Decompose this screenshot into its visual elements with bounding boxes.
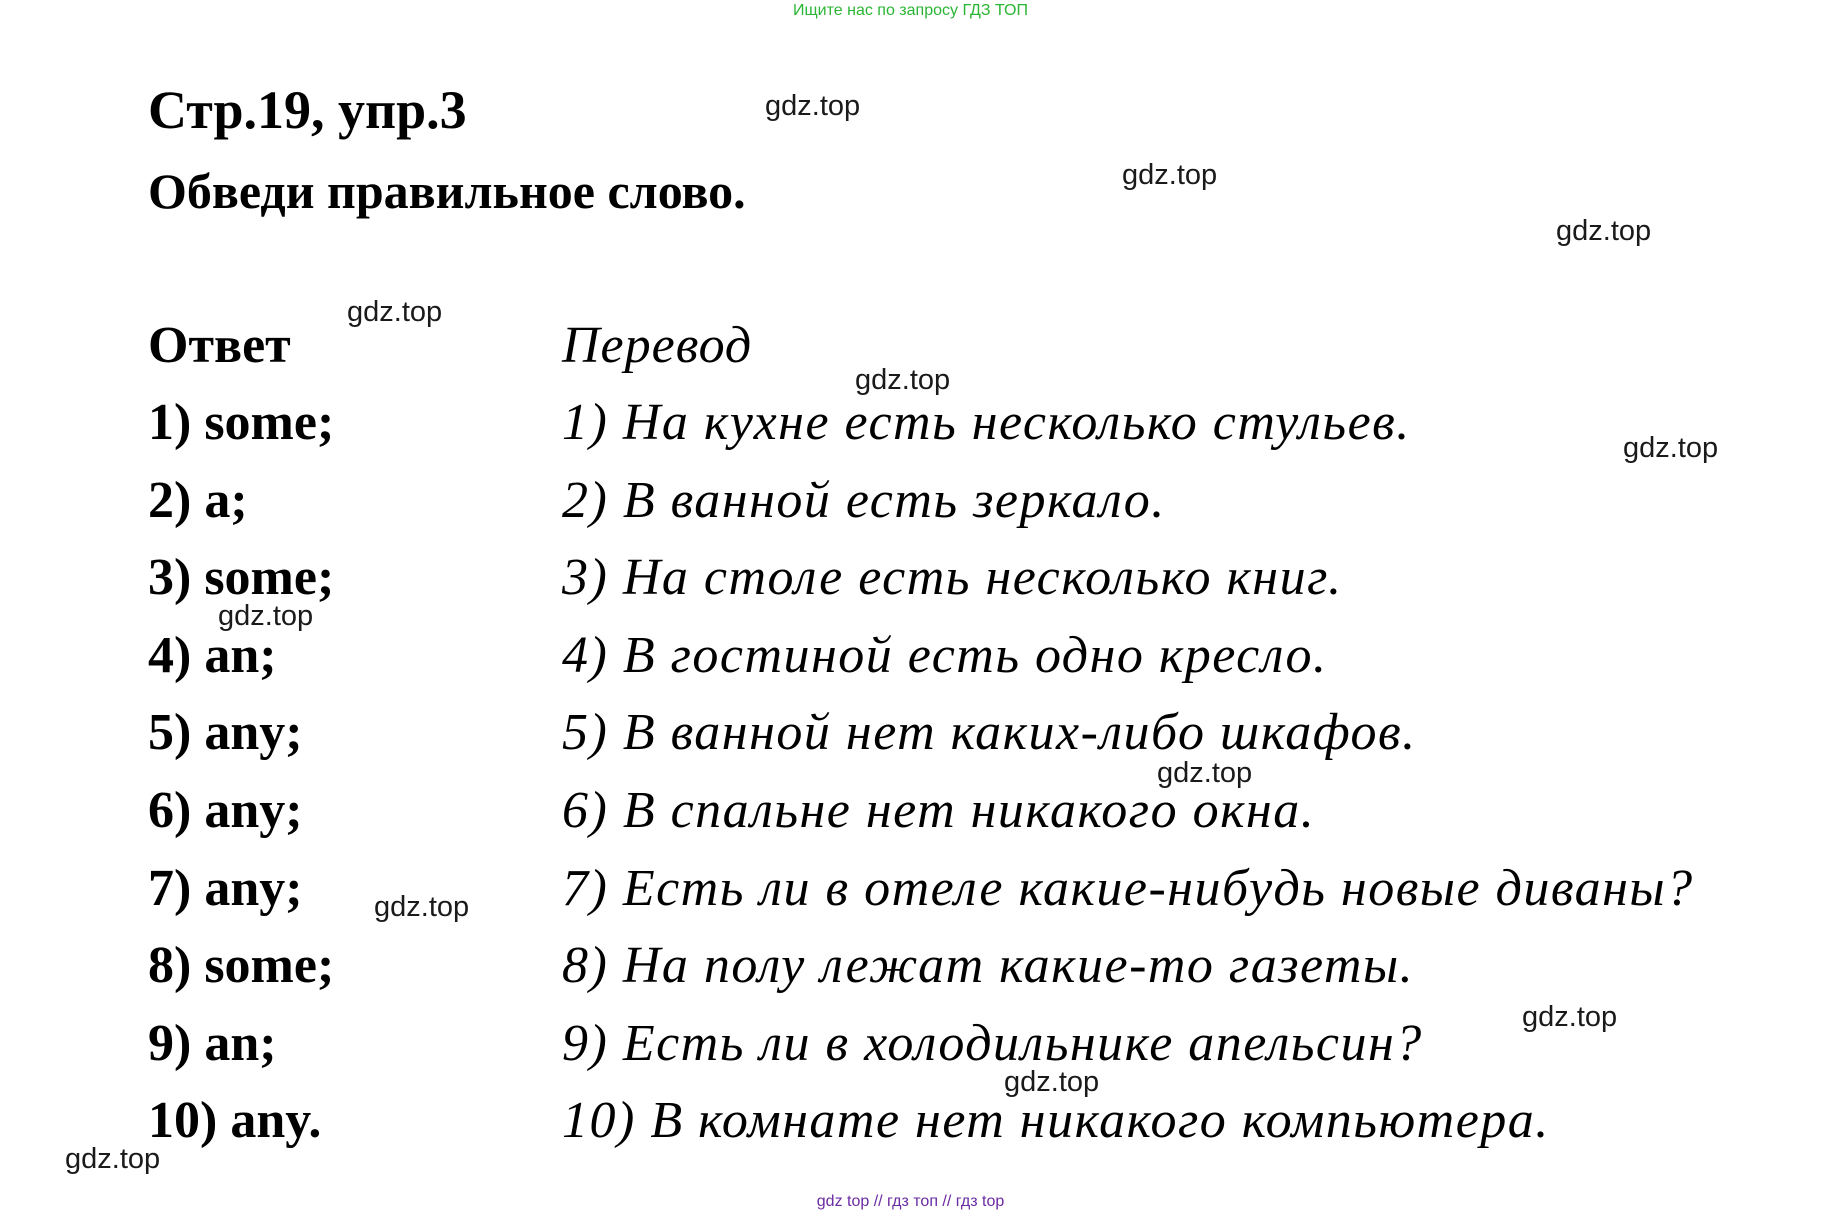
answer-item: 8) some; — [148, 937, 335, 995]
answer-item: 10) any. — [148, 1092, 322, 1150]
answer-item: 5) any; — [148, 704, 303, 762]
top-banner: Ищите нас по запросу ГДЗ ТОП — [793, 2, 1028, 19]
page-title: Стр.19, упр.3 — [148, 80, 467, 140]
translations-list — [562, 392, 1694, 1168]
answer-item: 3) some; — [148, 549, 335, 607]
translation-item: 3) На столе есть несколько книг. — [562, 549, 1343, 607]
translation-item: 6) В спальне нет никакого окна. — [562, 781, 1316, 839]
translation-item: 8) На полу лежат какие-то газеты. — [562, 937, 1415, 995]
watermark: gdz.top — [1556, 215, 1652, 247]
watermark: gdz.top — [1157, 757, 1253, 789]
translation-column-header: Перевод — [562, 317, 753, 374]
answer-item: 6) any; — [148, 781, 303, 839]
watermark: gdz.top — [765, 90, 861, 122]
translation-item: 10) В комнате нет никакого компьютера. — [562, 1092, 1550, 1150]
watermark: gdz.top — [855, 364, 951, 396]
exercise-instruction: Обведи правильное слово. — [148, 163, 746, 219]
watermark: gdz.top — [347, 296, 443, 328]
answer-item: 1) some; — [148, 394, 335, 451]
translation-item: 2) В ванной есть зеркало. — [562, 471, 1166, 529]
answer-item: 2) a; — [148, 471, 248, 529]
answer-item: 4) an; — [148, 626, 277, 684]
answers-list — [148, 392, 334, 1168]
answer-item: 9) an; — [148, 1014, 277, 1072]
answer-item: 7) any; — [148, 859, 303, 917]
answer-column-header: Ответ — [148, 317, 291, 374]
watermark: gdz.top — [218, 600, 314, 632]
watermark: gdz.top — [1623, 432, 1719, 464]
translation-item: 9) Есть ли в холодильнике апельсин? — [562, 1014, 1423, 1072]
translation-item: 1) На кухне есть несколько стульев. — [562, 394, 1411, 451]
translation-item: 5) В ванной нет каких-либо шкафов. — [562, 704, 1417, 762]
translation-item: 7) Есть ли в отеле какие-нибудь новые диваны? — [562, 859, 1694, 917]
watermark: gdz.top — [1122, 159, 1218, 191]
watermark: gdz.top — [65, 1143, 161, 1175]
watermark: gdz.top — [374, 891, 470, 923]
watermark: gdz.top — [1004, 1066, 1100, 1098]
translation-item: 4) В гостиной есть одно кресло. — [562, 626, 1328, 684]
bottom-banner: gdz top // гдз топ // гдз top — [816, 1193, 1005, 1210]
watermark: gdz.top — [1522, 1001, 1618, 1033]
